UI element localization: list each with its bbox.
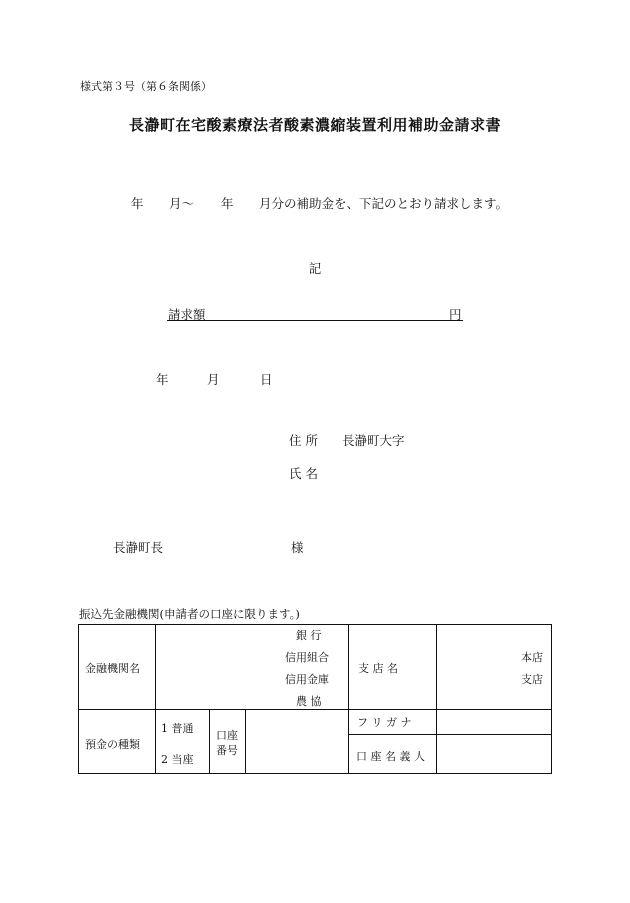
deposit-type-label: 預金の種類 (85, 738, 140, 751)
institution-type-credit-union: 信用組合 (285, 651, 329, 664)
table-border-bottom (78, 773, 552, 774)
form-number: 様式第３号（第６条関係） (80, 80, 212, 93)
account-holder-label: 口 座 名 義 人 (356, 750, 425, 763)
branch-type-head-office: 本店 (521, 651, 543, 664)
branch-type-branch: 支店 (521, 673, 543, 686)
table-border-left (78, 624, 79, 774)
date-day: 日 (260, 372, 273, 387)
table-col-divider (348, 624, 349, 774)
claim-amount-unit: 円 (449, 307, 462, 322)
table-border-right (551, 624, 552, 774)
addressee-title: 長瀞町長 (113, 540, 164, 555)
bank-section-heading: 振込先金融機関(申請者の口座に限ります。) (79, 607, 300, 621)
furigana-label: フ リ ガ ナ (357, 716, 412, 729)
institution-type-shinkin: 信用金庫 (285, 673, 329, 686)
table-border-top (78, 624, 552, 625)
addressee-honorific: 様 (291, 540, 304, 555)
table-subrow-divider (348, 734, 552, 735)
institution-type-ja: 農 協 (296, 695, 322, 708)
institution-type-bank: 銀 行 (296, 629, 322, 642)
table-col-divider (155, 624, 156, 774)
account-number-label-line2: 番号 (216, 744, 238, 757)
name-label: 氏 名 (289, 466, 318, 481)
period-year-start: 年 (131, 196, 144, 211)
deposit-option-current: 2 当座 (161, 753, 194, 766)
ki-heading: 記 (308, 261, 322, 276)
table-col-divider (209, 709, 210, 774)
table-col-divider (245, 709, 246, 774)
period-month-start: 月～ (169, 196, 195, 211)
period-year-end: 年 (221, 196, 234, 211)
institution-name-label: 金融機関名 (85, 662, 140, 675)
claim-amount-line (167, 306, 463, 321)
date-month: 月 (207, 372, 220, 387)
address-label: 住 所 (289, 433, 318, 448)
claim-amount-label: 請求額 (168, 307, 206, 322)
deposit-option-ordinary: 1 普通 (161, 722, 194, 735)
period-text: 月分の補助金を、下記のとおり請求します。 (259, 196, 509, 211)
date-year: 年 (156, 372, 169, 387)
table-col-divider (436, 624, 437, 774)
document-title: 長瀞町在宅酸素療法者酸素濃縮装置利用補助金請求書 (128, 116, 501, 134)
table-row-divider (78, 709, 552, 710)
branch-name-label: 支 店 名 (358, 662, 398, 675)
account-number-label-line1: 口座 (216, 729, 238, 742)
address-value: 長瀞町大字 (342, 433, 405, 448)
